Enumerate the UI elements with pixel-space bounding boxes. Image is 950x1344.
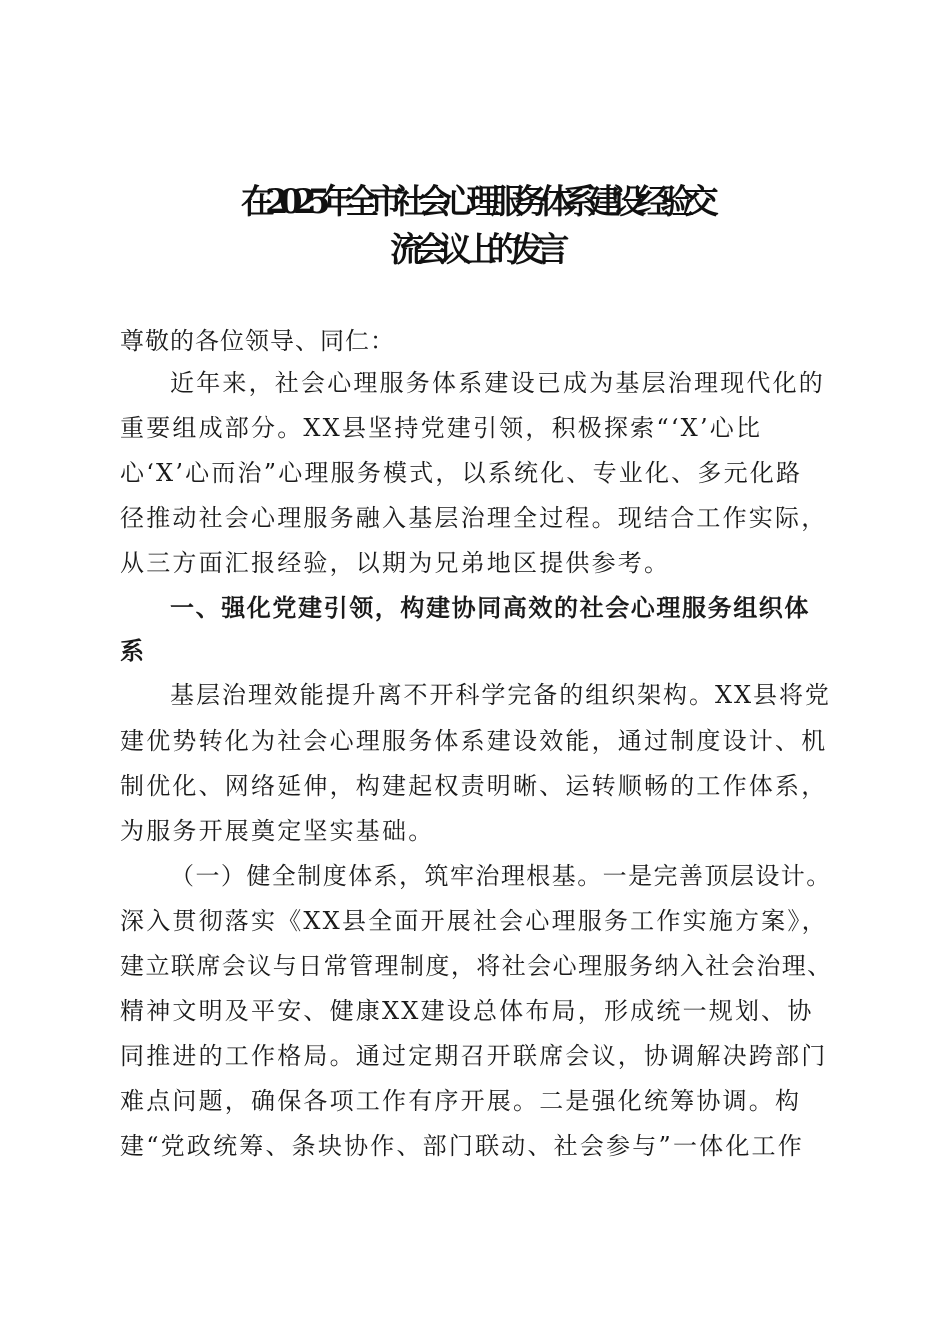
- paragraph-line: 重要组成部分。XX县坚持党建引领，积极探索“‘X’心比: [120, 414, 763, 442]
- paragraph-line: 建优势转化为社会心理服务体系建设效能，通过制度设计、机: [120, 727, 828, 755]
- paragraph-line: 精神文明及平安、健康XX建设总体布局，形成统一规划、协: [120, 997, 814, 1025]
- paragraph-line: 从三方面汇报经验，以期为兄弟地区提供参考。: [120, 549, 671, 577]
- paragraph-line: 径推动社会心理服务融入基层治理全过程。现结合工作实际，: [120, 504, 828, 532]
- paragraph-line: （一）健全制度体系，筑牢治理根基。一是完善顶层设计。: [170, 862, 832, 890]
- paragraph-line: 基层治理效能提升离不开科学完备的组织架构。XX县将党: [170, 681, 831, 709]
- paragraph-line: 同推进的工作格局。通过定期召开联席会议，协调解决跨部门: [120, 1042, 828, 1070]
- paragraph-line: 近年来，社会心理服务体系建设已成为基层治理现代化的: [170, 369, 825, 397]
- section-heading: 系: [120, 636, 146, 665]
- section-heading: 一、强化党建引领，构建协同高效的社会心理服务组织体: [170, 593, 810, 622]
- salutation: 尊敬的各位领导、同仁：: [120, 327, 395, 355]
- paragraph-line: 制优化、网络延伸，构建起权责明晰、运转顺畅的工作体系，: [120, 772, 828, 800]
- paragraph-line: 深入贯彻落实《XX县全面开展社会心理服务工作实施方案》，: [120, 907, 828, 935]
- paragraph-line: 建“党政统筹、条块协作、部门联动、社会参与”一体化工作: [120, 1132, 804, 1160]
- paragraph-line: 为服务开展奠定坚实基础。: [120, 817, 435, 845]
- paragraph-line: 建立联席会议与日常管理制度，将社会心理服务纳入社会治理、: [120, 952, 833, 980]
- paragraph-line: 难点问题，确保各项工作有序开展。二是强化统筹协调。构: [120, 1087, 802, 1115]
- paragraph-line: 心‘X’心而治”心理服务模式，以系统化、专业化、多元化路: [120, 459, 803, 487]
- document-title-line-2: 流会议上的发言: [390, 229, 560, 269]
- document-title-line-1: 在2025年全市社会心理服务体系建设经验交: [240, 181, 710, 221]
